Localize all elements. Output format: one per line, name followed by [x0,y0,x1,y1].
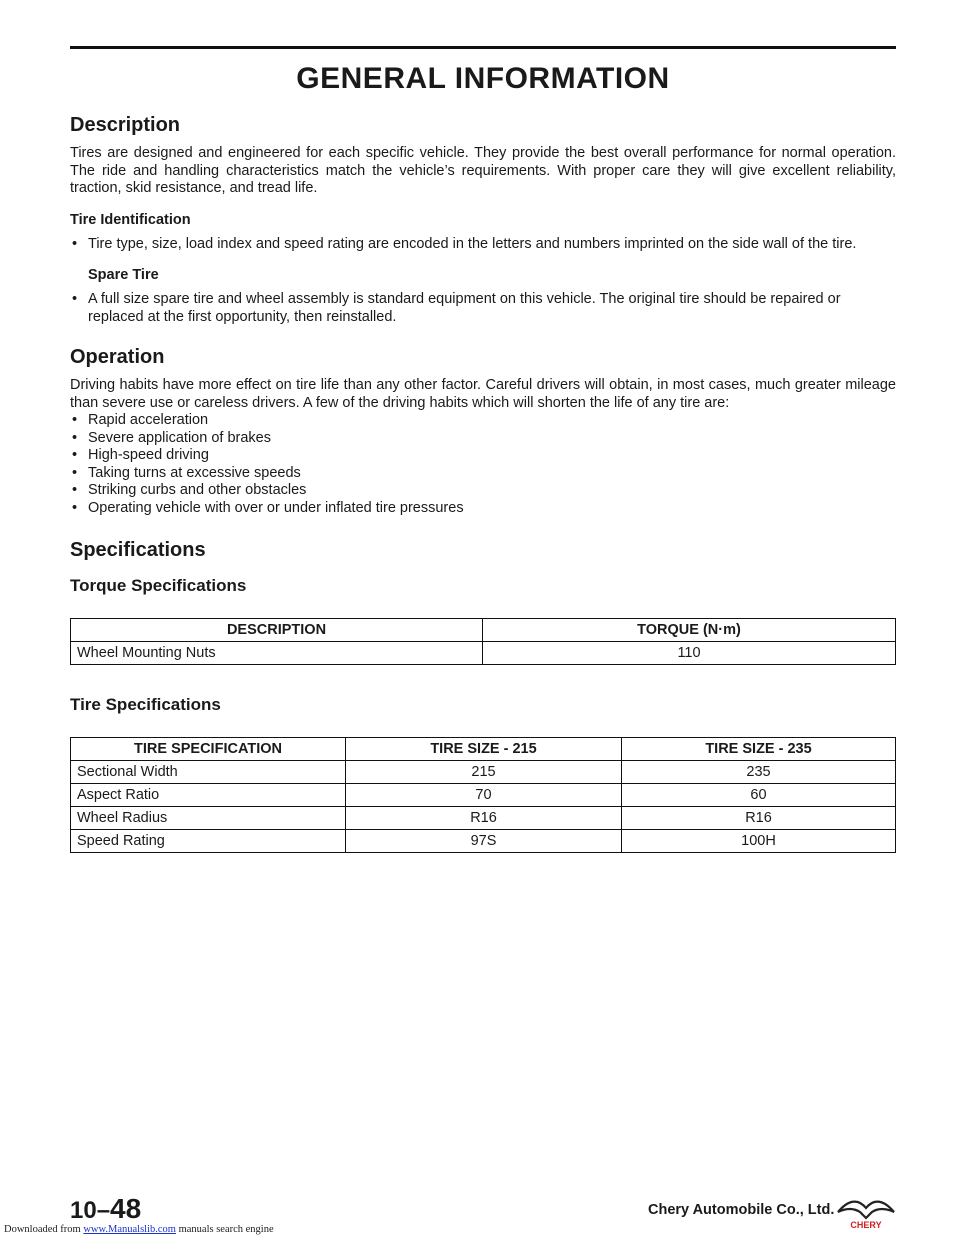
tire-table [70,737,896,853]
table-row [71,807,896,830]
list-item: • Striking curbs and other obstacles [72,482,307,498]
table-cell: 97S [346,830,622,853]
table-cell: 70 [346,784,622,807]
table-cell: 60 [622,784,896,807]
bullet-icon: • [72,412,78,428]
table-cell: 235 [622,761,896,784]
bullet-icon: • [72,464,78,481]
page-title: GENERAL INFORMATION [296,62,670,95]
table-cell: Sectional Width [71,761,346,784]
bullet-icon: • [72,499,78,516]
table-row [71,784,896,807]
operation-body: Driving habits have more effect on tire life than any other factor. Careful drivers will obtain, in most cases, much greater mileage than severe use or careless drivers. A few of the driving habits which will shorten the life of any tire are: [70,377,896,411]
table-row [71,642,896,665]
table-cell: R16 [346,807,622,830]
table-row [71,761,896,784]
page-number [70,1193,141,1225]
download-notice: Downloaded from www.Manualslib.com manuals search engine [4,1224,274,1235]
list-item: • High-speed driving [72,447,209,463]
column-header: TIRE SIZE - 235 [622,738,896,761]
column-header: TIRE SPECIFICATION [71,738,346,761]
operation-heading: Operation [70,346,165,368]
bullet-icon: • [72,447,78,463]
torque-specifications-heading: Torque Specifications [70,576,247,595]
section-number: 10– [70,1197,111,1224]
chery-logo-icon [834,1196,898,1235]
description-heading: Description [70,114,181,136]
bullet-icon: • [72,235,78,252]
description-body: Tires are designed and engineered for each specific vehicle. They provide the best overall performance for normal operation. The ride and handling characteristics match the vehicle’s requirements. With proper care they will give excellent reliability, traction, skid resistance, and tread life. [70,145,896,196]
logo-text: CHERY [850,1220,882,1230]
table-cell: Speed Rating [71,830,346,853]
list-item: • Rapid acceleration [72,412,209,428]
spare-tire-heading: Spare Tire [88,267,159,283]
table-cell: 100H [622,830,896,853]
specifications-heading: Specifications [70,539,206,561]
table-header-row [71,619,896,642]
company-name: Chery Automobile Co., Ltd. [648,1202,835,1218]
driving-habits-list [70,412,896,517]
table-cell: Wheel Mounting Nuts [71,642,483,665]
table-cell: 110 [483,642,896,665]
tire-identification-list [70,236,896,254]
header-rule [70,46,896,49]
tire-specifications-heading: Tire Specifications [70,695,221,714]
list-item: • Taking turns at excessive speeds [72,464,301,481]
list-item: • A full size spare tire and wheel assembly is standard equipment on this vehicle. The original tire should be repaired or replaced at the first opportunity, then reinstalled. [72,291,841,325]
column-header: TIRE SIZE - 215 [346,738,622,761]
list-item: • Tire type, size, load index and speed rating are encoded in the letters and numbers imprinted on the side wall of the tire. [72,235,857,252]
bullet-icon: • [72,291,78,307]
page-content [70,114,896,853]
table-cell: 215 [346,761,622,784]
torque-table [70,618,896,665]
table-cell: R16 [622,807,896,830]
description-section [70,114,896,326]
table-cell: Aspect Ratio [71,784,346,807]
tire-identification-heading: Tire Identification [70,211,191,228]
table-cell: Wheel Radius [71,807,346,830]
specifications-section [70,539,896,853]
bullet-icon: • [72,482,78,498]
list-item: • Severe application of brakes [72,429,271,446]
page-number-value: 48 [110,1193,142,1224]
manualslib-link[interactable]: www.Manualslib.com [83,1224,176,1235]
spare-tire-list [70,291,896,326]
list-item: • Operating vehicle with over or under inflated tire pressures [72,499,464,516]
column-header: DESCRIPTION [71,619,483,642]
column-header: TORQUE (N·m) [483,619,896,642]
bullet-icon: • [72,429,78,446]
operation-section [70,346,896,517]
table-header-row [71,738,896,761]
table-row [71,830,896,853]
